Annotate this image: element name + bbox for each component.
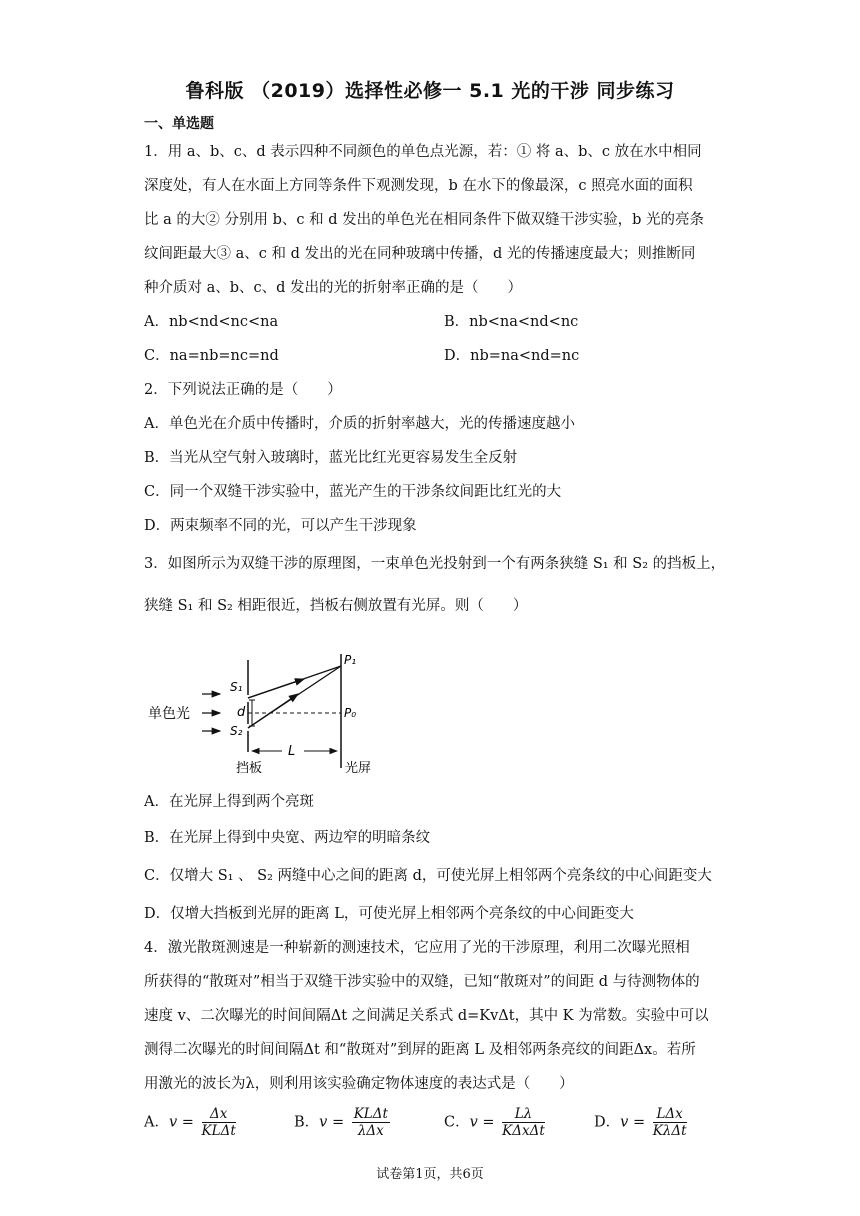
p1-label: P₁ [344,653,357,667]
barrier-label: 挡板 [236,761,263,776]
q4-line: 4．激光散斑测速是一种崭新的测速技术，它应用了光的干涉原理，利用二次曝光照相 [144,940,690,956]
q4-option-c: C．v = $\frac{L\lambda}{\text{KΔxΔt}}$ [444,1106,545,1139]
q3-option-a: A．在光屏上得到两个亮斑 [144,794,314,810]
q3-line: 3．如图所示为双缝干涉的原理图，一束单色光投射到一个有两条狭缝 S₁ 和 S₂ 的挡板上， [144,556,726,572]
q1-line: 1．用 a、b、c、d 表示四种不同颜色的单色点光源，若：① 将 a、b、c 放在水中相同 [144,144,702,160]
q3-line: 狭缝 S₁ 和 S₂ 相距很近，挡板右侧放置有光屏。则（ ） [144,598,528,614]
p0-label: P₀ [344,706,357,720]
q4-option-d: D．v = $\frac{\text{LΔx}}{\text{KλΔt}}$ [594,1106,687,1139]
q4-line: 速度 v、二次曝光的时间间隔Δt 之间满足关系式 d=KvΔt，其中 K 为常数。实验中可以 [144,1008,709,1024]
q1-line: 比 a 的大② 分别用 b、c 和 d 发出的单色光在相同条件下做双缝干涉实验，b 光的亮条 [144,212,704,228]
screen-label: 光屏 [345,761,372,776]
q4-line: 用激光的波长为λ，则利用该实验确定物体速度的表达式是（ ） [144,1076,574,1092]
s2-label: S₂ [230,724,243,738]
q1-line: 纹间距最大③ a、c 和 d 发出的光在同种玻璃中传播，d 光的传播速度最大；则推断同 [144,246,696,262]
fraction: $\frac{\text{KLΔt}}{\text{λΔx}}$ [353,1106,388,1139]
q2-option-a: A．单色光在介质中传播时，介质的折射率越大，光的传播速度越小 [144,416,575,432]
fraction: $\frac{\Delta x}{\text{KLΔt}}$ [201,1106,236,1139]
d-label: d [237,705,246,720]
q3-option-d: D．仅增大挡板到光屏的距离 L，可使光屏上相邻两个亮条纹的中心间距变大 [144,906,634,922]
q2-option-c: C．同一个双缝干涉实验中，蓝光产生的干涉条纹间距比红光的大 [144,484,562,500]
page-title: 鲁科版 （2019）选择性必修一 5.1 光的干涉 同步练习 [185,80,675,102]
incoming-light-arrows [202,694,220,731]
fraction: $\frac{\text{LΔx}}{\text{KλΔt}}$ [652,1106,687,1139]
q1-line: 深度处，有人在水面上方同等条件下观测发现，b 在水下的像最深，c 照亮水面的面积 [144,178,693,194]
section-heading: 一、单选题 [144,116,214,132]
q4-option-b: B．v = $\frac{\text{KLΔt}}{\text{λΔx}}$ [294,1106,388,1139]
light-rays [248,666,341,728]
fraction: $\frac{L\lambda}{\text{KΔxΔt}}$ [502,1106,545,1139]
light-label: 单色光 [148,706,190,722]
q1-option-c: C．na=nb=nc=nd [144,348,279,364]
l-label: L [288,744,296,759]
q4-line: 测得二次曝光的时间间隔Δt 和“散斑对”到屏的距离 L 及相邻两条亮纹的间距Δx。若所 [144,1042,696,1058]
q4-line: 所获得的“散斑对”相当于双缝干涉实验中的双缝，已知“散斑对”的间距 d 与待测物体的 [144,974,700,990]
q1-line: 种介质对 a、b、c、d 发出的光的折射率正确的是（ ） [144,280,523,296]
q4-option-a: A．v = $\frac{\Delta x}{\text{KLΔt}}$ [144,1106,236,1139]
q1-option-d: D．nb=na<nd=nc [444,348,580,364]
q2-option-d: D．两束频率不同的光，可以产生干涉现象 [144,518,417,534]
page-footer: 试卷第1页，共6页 [376,1167,484,1182]
q2-stem: 2．下列说法正确的是（ ） [144,382,342,398]
q1-option-b: B．nb<na<nd<nc [444,314,579,330]
q3-option-b: B．在光屏上得到中央宽、两边窄的明暗条纹 [144,830,431,846]
double-slit-diagram [140,640,400,790]
s1-label: S₁ [230,680,243,694]
q3-option-c: C．仅增大 S₁ 、 S₂ 两缝中心之间的距离 d，可使光屏上相邻两个亮条纹的中心间距变大 [144,868,712,884]
q1-option-a: A．nb<nd<nc<na [144,314,279,330]
q2-option-b: B．当光从空气射入玻璃时，蓝光比红光更容易发生全反射 [144,450,518,466]
